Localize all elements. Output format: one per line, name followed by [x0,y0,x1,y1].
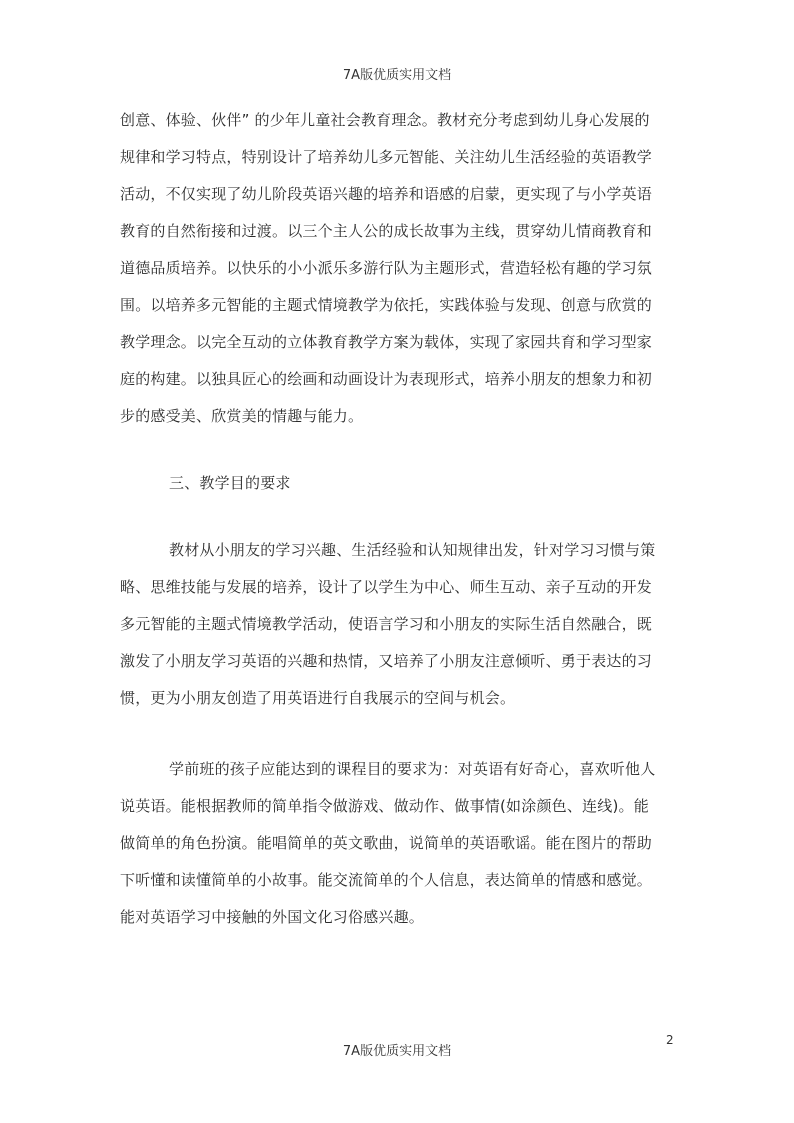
paragraph-line: 庭的构建。以独具匠心的绘画和动画设计为表现形式，培养小朋友的想象力和初 [120,370,653,388]
page-footer: 7A版优质实用文档 [342,1044,452,1059]
paragraph-line: 能对英语学习中接触的外国文化习俗感兴趣。 [120,908,425,926]
paragraph-line: 教学理念。以完全互动的立体教育教学方案为载体，实现了家园共育和学习型家 [120,333,653,351]
page-header: 7A版优质实用文档 [342,68,452,83]
paragraph-line: 道德品质培养。以快乐的小小派乐多游行队为主题形式，营造轻松有趣的学习氛 [120,259,653,277]
paragraph-line: 步的感受美、欣赏美的情趣与能力。 [120,407,364,425]
paragraph-3 [120,756,686,931]
paragraph-line: 做简单的角色扮演。能唱简单的英文歌曲，说简单的英语歌谣。能在图片的帮助 [120,834,653,852]
paragraph-line: 围。以培养多元智能的主题式情境教学为依托，实践体验与发现、创意与欣赏的 [120,296,653,314]
paragraph-2 [120,537,686,712]
paragraph-line: 活动，不仅实现了幼儿阶段英语兴趣的培养和语感的启蒙，更实现了与小学英语 [120,185,653,203]
paragraph-line: 教育的自然衔接和过渡。以三个主人公的成长故事为主线，贯穿幼儿情商教育和 [120,222,653,240]
paragraph-line: 教材从小朋友的学习兴趣、生活经验和认知规律出发，针对学习习惯与策 [169,541,656,559]
paragraph-line: 惯，更为小朋友创造了用英语进行自我展示的空间与机会。 [120,689,516,707]
document-body [120,107,686,941]
paragraph-line: 学前班的孩子应能达到的课程目的要求为：对英语有好奇心，喜欢听他人 [169,760,656,778]
paragraph-line: 略、思维技能与发展的培养，设计了以学生为中心、师生互动、亲子互动的开发 [120,578,653,596]
paragraph-line: 创意、体验、伙伴” 的少年儿童社会教育理念。教材充分考虑到幼儿身心发展的 [120,111,650,129]
paragraph-line: 规律和学习特点，特别设计了培养幼儿多元智能、关注幼儿生活经验的英语教学 [120,148,653,166]
paragraph-line: 多元智能的主题式情境教学活动，使语言学习和小朋友的实际生活自然融合，既 [120,615,653,633]
section-heading: 三、教学目的要求 [169,474,291,492]
paragraph-line: 激发了小朋友学习英语的兴趣和热情，又培养了小朋友注意倾听、勇于表达的习 [120,652,653,670]
paragraph-1 [120,107,686,430]
paragraph-line: 下听懂和读懂简单的小故事。能交流简单的个人信息，表达简单的情感和感觉。 [120,871,653,889]
paragraph-line: 说英语。能根据教师的简单指令做游戏、做动作、做事情(如涂颜色、连线)。能 [120,797,649,815]
page-number: 2 [666,1033,674,1047]
